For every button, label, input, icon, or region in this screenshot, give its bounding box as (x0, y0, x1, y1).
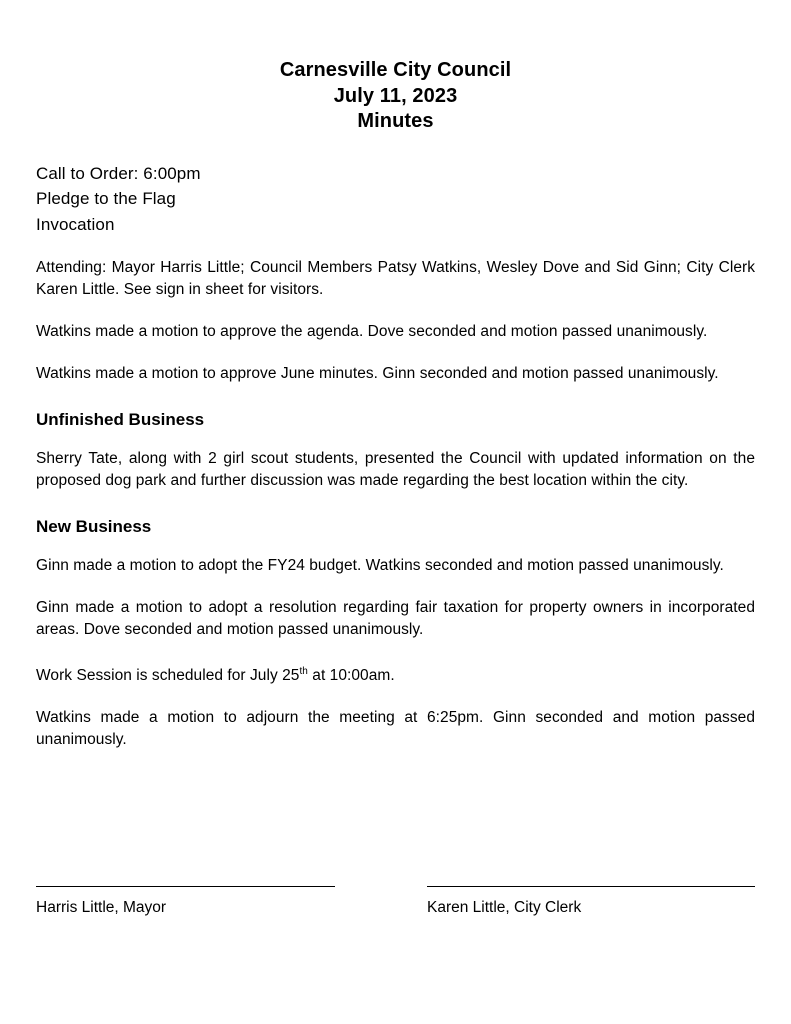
unfinished-business-paragraph: Sherry Tate, along with 2 girl scout students, presented the Council with updated information on the proposed dog park and further discussion was made regarding the best location within the city. (36, 450, 755, 489)
spacer (36, 538, 755, 555)
meeting-date: July 11, 2023 (333, 84, 458, 107)
motion-agenda-paragraph: Watkins made a motion to approve the agenda. Dove seconded and motion passed unanimously. (36, 323, 708, 340)
call-to-order-line: Call to Order: 6:00pm (36, 163, 201, 183)
signature-label-clerk: Karen Little, City Clerk (427, 899, 582, 916)
spacer (36, 431, 755, 448)
signature-mayor (36, 886, 335, 918)
spacer (36, 237, 755, 257)
spacer (36, 385, 755, 409)
signature-line (36, 886, 335, 887)
spacer (36, 301, 755, 321)
signature-label-mayor: Harris Little, Mayor (36, 899, 167, 916)
document-header (36, 58, 755, 135)
adjourn-paragraph: Watkins made a motion to adjourn the meeting at 6:25pm. Ginn seconded and motion passed unanimously. (36, 709, 755, 749)
spacer (36, 687, 755, 707)
spacer (36, 641, 755, 661)
work-session-prefix: Work Session is scheduled for July 25 (36, 667, 300, 685)
work-session-paragraph (36, 661, 755, 687)
new-business-budget-paragraph: Ginn made a motion to adopt the FY24 budget. Watkins seconded and motion passed unanimously. (36, 557, 724, 574)
signature-line (427, 886, 755, 887)
heading-unfinished-business: Unfinished Business (36, 410, 205, 429)
pledge-line: Pledge to the Flag (36, 189, 176, 208)
opening-block (36, 161, 755, 238)
attending-paragraph: Attending: Mayor Harris Little; Council Members Patsy Watkins, Wesley Dove and Sid Ginn; City Clerk Karen Little. See sign in sheet for visitors. (36, 259, 755, 298)
invocation-line: Invocation (36, 214, 115, 234)
signature-block (36, 886, 755, 918)
spacer (36, 492, 755, 516)
heading-new-business: New Business (36, 517, 152, 536)
new-business-resolution-paragraph: Ginn made a motion to adopt a resolution regarding fair taxation for property owners in incorporated areas. Dove seconded and motion passed unanimously. (36, 599, 755, 638)
spacer (36, 135, 755, 161)
spacer (36, 343, 755, 363)
page-title: Carnesville City Council (279, 59, 512, 81)
work-session-ordinal-suffix: th (299, 666, 308, 677)
document-subtitle: Minutes (357, 110, 434, 132)
signature-clerk (427, 886, 755, 918)
work-session-suffix: at 10:00am. (307, 667, 395, 685)
spacer (36, 577, 755, 597)
motion-minutes-paragraph: Watkins made a motion to approve June minutes. Ginn seconded and motion passed unanimously. (36, 365, 719, 382)
